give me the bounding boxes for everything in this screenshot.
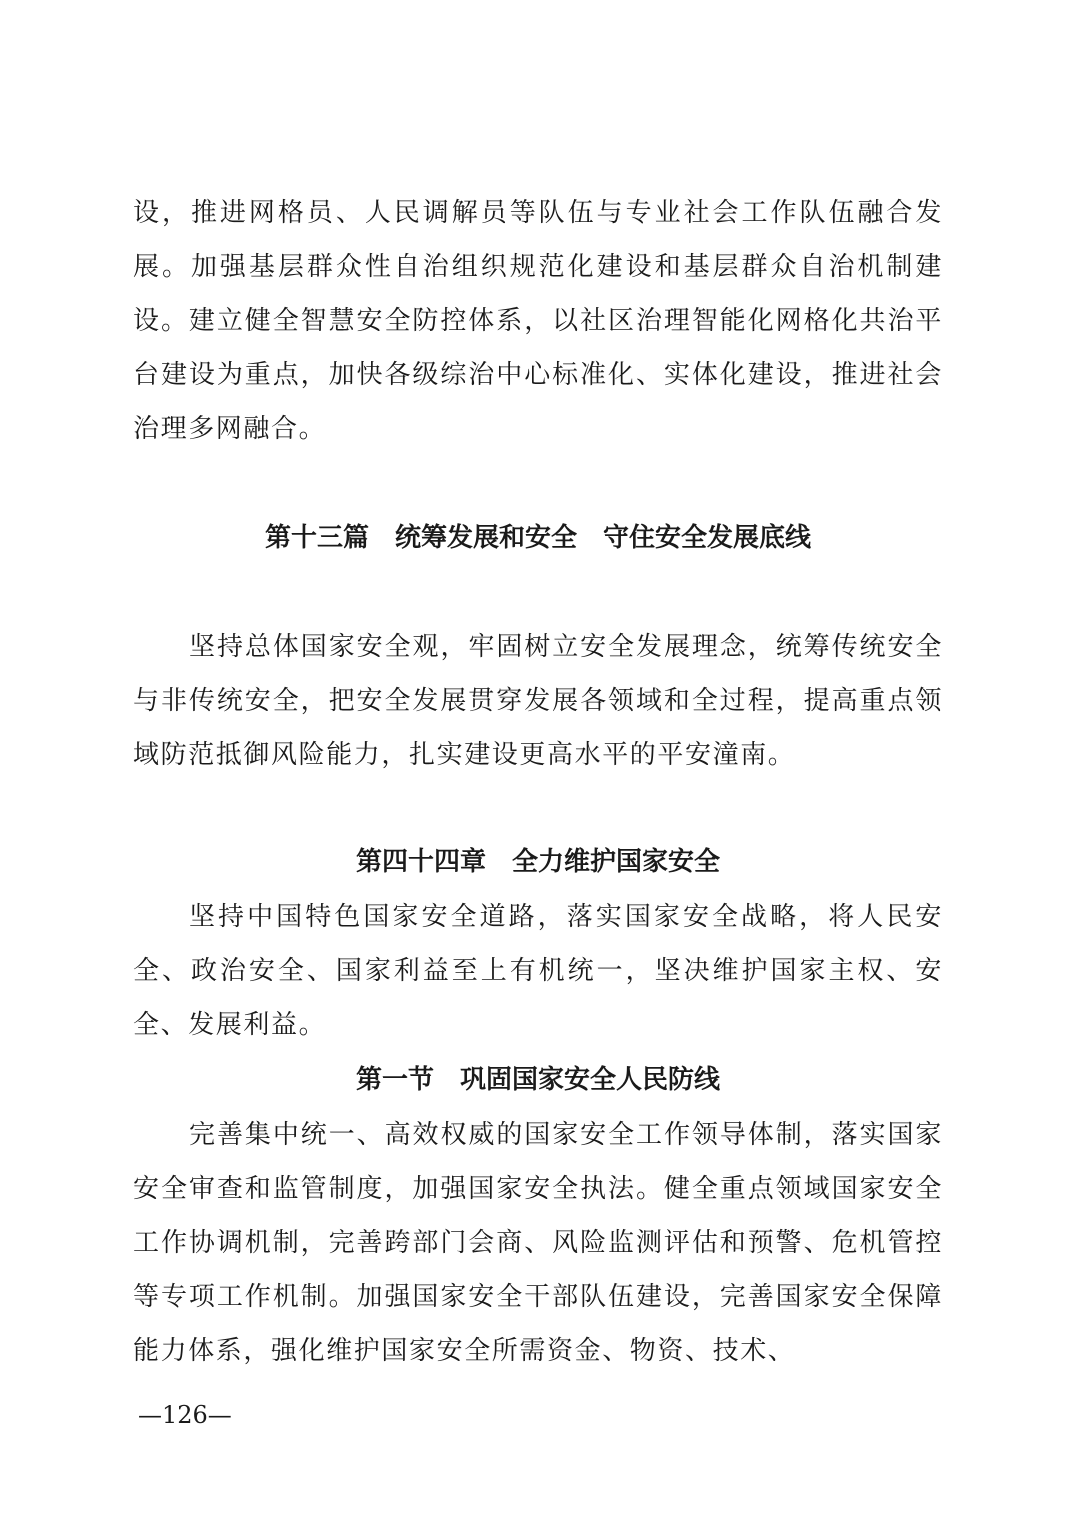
- page-number: —126—: [138, 1401, 232, 1429]
- chapter-title: 第四十四章 全力维护国家安全: [355, 847, 720, 877]
- paragraph-chapter-intro: 坚持中国特色国家安全道路，落实国家安全战略，将人民安全、政治安全、国家利益至上有机统一，坚决维护国家主权、安全、发展利益。: [133, 902, 943, 1040]
- paragraph-part-intro: 坚持总体国家安全观，牢固树立安全发展理念，统筹传统安全与非传统安全，把安全发展贯穿发展各领域和全过程，提高重点领域防范抵御风险能力，扎实建设更高水平的平安潼南。: [133, 632, 943, 770]
- paragraph-continuation: 设，推进网格员、人民调解员等队伍与专业社会工作队伍融合发展。加强基层群众性自治组织规范化建设和基层群众自治机制建设。建立健全智慧安全防控体系，以社区治理智能化网格化共治平台建设为重点，加快各级综治中心标准化、实体化建设，推进社会治理多网融合。: [133, 198, 943, 444]
- paragraph-section-body: 完善集中统一、高效权威的国家安全工作领导体制，落实国家安全审查和监管制度，加强国家安全执法。健全重点领域国家安全工作协调机制，完善跨部门会商、风险监测评估和预警、危机管控等专项工作机制。加强国家安全干部队伍建设，完善国家安全保障能力体系，强化维护国家安全所需资金、物资、技术、: [133, 1120, 943, 1366]
- section-title: 第一节 巩固国家安全人民防线: [355, 1065, 720, 1095]
- part-title: 第十三篇 统筹发展和安全 守住安全发展底线: [264, 523, 811, 553]
